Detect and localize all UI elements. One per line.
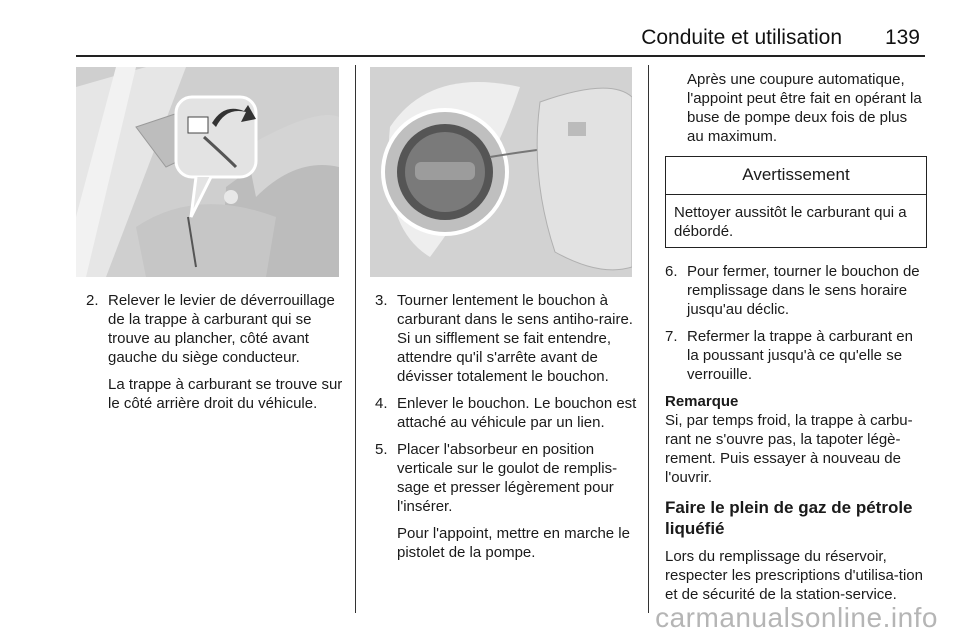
step-3 — [375, 291, 637, 386]
column-2 — [375, 291, 637, 570]
step-5 — [375, 440, 637, 562]
page-title: Conduite et utilisation — [641, 26, 842, 49]
steps-list-2 — [375, 291, 637, 562]
step-2 — [86, 291, 344, 413]
step-3-text: Tourner lentement le bouchon à carburant dans le sens antiho-raire. Si un sifflement se fait entendre, attendre qu'il s'arrête avant de dévisser totalement le bouchon. — [397, 292, 633, 385]
step-5-extra: Pour l'appoint, mettre en marche le pistolet de la pompe. — [397, 525, 630, 561]
step-4-number: 4. — [375, 395, 388, 412]
note-label: Remarque — [665, 393, 739, 410]
step-3-number: 3. — [375, 292, 388, 309]
watermark: carmanualsonline.info — [655, 602, 938, 633]
figure-fuel-cap — [370, 67, 632, 277]
step-5-text: Placer l'absorbeur en position verticale sur le goulot de remplis-sage et presser légèrement pour l'insérer. — [397, 441, 618, 515]
column-3 — [665, 70, 927, 604]
release-lever-illustration — [76, 67, 339, 277]
warning-title: Avertissement — [666, 157, 926, 195]
step-4 — [375, 394, 637, 432]
auto-cutoff-text: Après une coupure automatique, l'appoint peut être fait en opérant la buse de pompe deux fois de plus au maximum. — [687, 71, 922, 145]
column-divider-1 — [355, 65, 356, 613]
step-2-text: Relever le levier de déverrouillage de la trappe à carburant qui se trouve au plancher, côté avant gauche du siège conducteur. — [108, 292, 335, 366]
step-6-text: Pour fermer, tourner le bouchon de remplissage dans le sens horaire jusqu'au déclic. — [687, 263, 920, 318]
step-6 — [665, 262, 927, 319]
step-7 — [665, 327, 927, 384]
step-7-text: Refermer la trappe à carburant en la poussant jusqu'à ce qu'elle se verrouille. — [687, 328, 913, 383]
page-header — [0, 0, 960, 58]
step-4-text: Enlever le bouchon. Le bouchon est attaché au véhicule par un lien. — [397, 395, 637, 431]
note-block — [665, 392, 927, 487]
header-rule — [76, 55, 925, 57]
warning-text: Nettoyer aussitôt le carburant qui a débordé. — [674, 204, 907, 240]
step-6-number: 6. — [665, 263, 678, 280]
fuel-cap-illustration — [370, 67, 632, 277]
step-5-number: 5. — [375, 441, 388, 458]
steps-list-3 — [665, 262, 927, 384]
section-text-lpg: Lors du remplissage du réservoir, respecter les prescriptions d'utilisa-tion et de sécurité de la station-service. — [665, 548, 923, 603]
figure-release-lever — [76, 67, 339, 277]
warning-box — [665, 156, 927, 248]
page-number: 139 — [884, 26, 920, 49]
steps-list-1 — [86, 291, 344, 413]
column-divider-2 — [648, 65, 649, 613]
section-title-lpg: Faire le plein de gaz de pétrole liquéfié — [665, 498, 913, 538]
step-2-number: 2. — [86, 292, 99, 309]
note-text: Si, par temps froid, la trappe à carbu-rant ne s'ouvre pas, la tapoter légè-rement. Puis essayer à nouveau de l'ouvrir. — [665, 412, 913, 486]
step-7-number: 7. — [665, 328, 678, 345]
column-1 — [86, 291, 344, 421]
step-2-extra: La trappe à carburant se trouve sur le côté arrière droit du véhicule. — [108, 376, 343, 412]
